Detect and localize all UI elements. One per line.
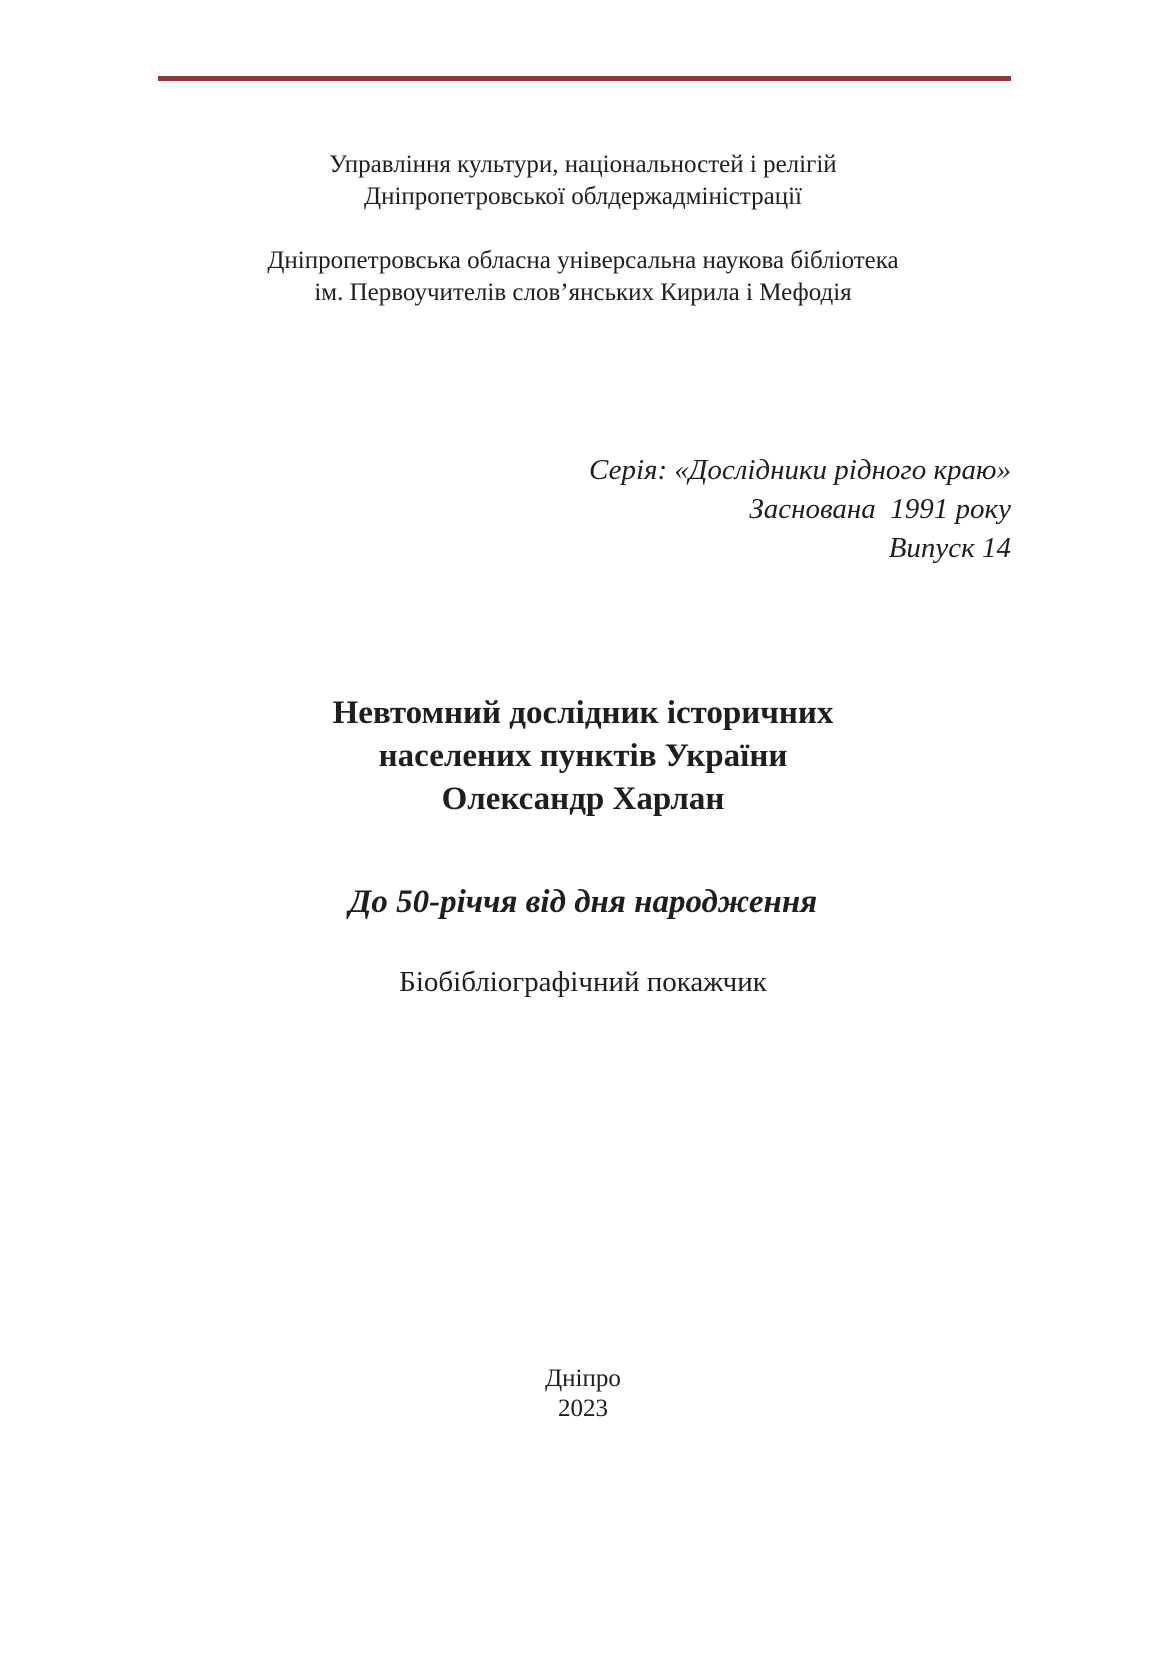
imprint-year: 2023 [558, 1395, 608, 1422]
title-line-2: населених пунктів України [378, 738, 788, 774]
series-block [589, 451, 1011, 568]
document-type-block [0, 964, 1166, 1000]
library-block [0, 245, 1166, 309]
subtitle-block [0, 882, 1166, 922]
organization-line-1: Управління культури, національностей і релігій [329, 151, 837, 178]
top-rule [158, 76, 1011, 81]
library-line-2: ім. Первоучителів слов’янських Кирила і Мефодія [314, 279, 852, 306]
organization-block [0, 149, 1166, 213]
title-block [0, 692, 1166, 821]
subtitle: До 50-річчя від дня народження [348, 884, 818, 920]
imprint-block [0, 1364, 1166, 1424]
series-founded: Заснована 1991 року [749, 493, 1011, 525]
document-type: Біобібліографічний покажчик [399, 966, 767, 998]
library-line-1: Дніпропетровська обласна універсальна наукова бібліотека [267, 247, 899, 274]
organization-line-2: Дніпропетровської облдержадміністрації [364, 183, 802, 210]
title-line-1: Невтомний дослідник історичних [332, 695, 834, 731]
imprint-city: Дніпро [545, 1365, 621, 1392]
series-name: Серія: «Дослідники рідного краю» [589, 454, 1011, 486]
title-line-3: Олександр Харлан [441, 781, 725, 817]
series-issue: Випуск 14 [888, 532, 1011, 564]
